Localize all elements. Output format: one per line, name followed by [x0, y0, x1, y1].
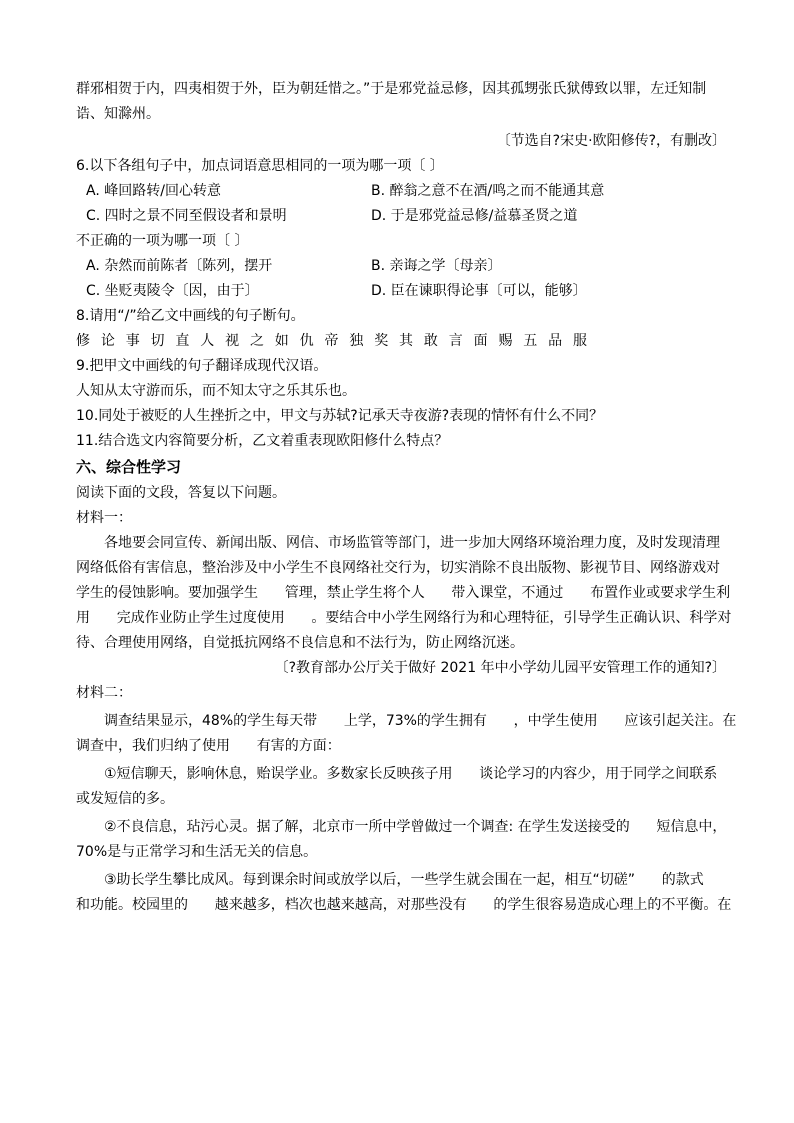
material-1-source: 〔?教育部办公厅关于做好 2021 年中小学幼儿园平安管理工作的通知?〕 — [274, 660, 726, 676]
question-6-option-b: B. 醉翁之意不在酒/鸣之而不能通其意 — [371, 183, 605, 199]
question-8-text: 修 论 事 切 直 人 视 之 如 仇 帝 独 奖 其 敢 言 面 赐 五 品 服 — [76, 333, 591, 349]
intro-source: 〔节选自?宋史·欧阳修传?，有删改〕 — [496, 133, 726, 149]
question-7-option-c: C. 坐贬夷陵令〔因，由于〕 — [86, 283, 259, 299]
question-7-options-row-2 — [76, 279, 726, 304]
question-6-options-row-1 — [76, 179, 726, 204]
question-9-stem: 9.把甲文中画线的句子翻译成现代汉语。 — [76, 358, 328, 374]
point-3-line: ③助长学生攀比成风。每到课余时间或放学以后，一些学生就会围在一起，相互“切磋” 的款式 — [104, 872, 704, 888]
section-6-title: 六、综合性学习 — [76, 458, 182, 476]
material-1-line: 用 完成作业防止学生过度使用 。要结合中小学生网络行为和心理特征，引导学生正确认识、科学对 — [76, 610, 732, 626]
material-2-label: 材料二： — [76, 685, 132, 701]
material-2-line: 调查结果显示，48%的学生每天带 上学，73%的学生拥有 ，中学生使用 应该引起关注。在 — [104, 713, 737, 729]
point-3-line: 和功能。校园里的 越来越多，档次也越来越高，对那些没有 的学生很容易造成心理上的不平衡。在 — [76, 897, 732, 913]
material-1-line: 学生的侵蚀影响。要加强学生 管理，禁止学生将个人 带入课堂，不通过 布置作业或要求学生利 — [76, 585, 731, 601]
question-8-stem: 8.请用“/”给乙文中画线的句子断句。 — [76, 308, 305, 324]
section-6-instruction: 阅读下面的文段，答复以下问题。 — [76, 485, 286, 501]
material-2-line: 调查中，我们归纳了使用 有害的方面： — [76, 738, 341, 754]
material-1-line: 待、合理使用网络，自觉抵抗网络不良信息和不法行为，防止网络沉迷。 — [76, 635, 524, 651]
question-6-option-a: A. 峰回路转/回心转意 — [86, 183, 221, 199]
question-6-stem: 6.以下各组句子中，加点词语意思相同的一项为哪一项〔 〕 — [76, 158, 444, 174]
material-1-line: 网络低俗有害信息，整治涉及中小学生不良网络社交行为，切实消除不良出版物、影视节目、网络游戏对 — [76, 560, 720, 576]
point-1-line: 或发短信的多。 — [76, 791, 174, 807]
question-7-options-row-1 — [76, 254, 726, 279]
question-11-stem: 11.结合选文内容简要分析，乙文着重表现欧阳修什么特点？ — [76, 433, 449, 449]
question-10-stem: 10.同处于被贬的人生挫折之中，甲文与苏轼?记承天寺夜游?表现的情怀有什么不同？ — [76, 408, 604, 424]
question-7-option-d: D. 臣在谏职得论事〔可以，能够〕 — [371, 283, 587, 299]
question-7-option-b: B. 亲诲之学〔母亲〕 — [371, 258, 502, 274]
question-6-option-c: C. 四时之景不同至假设者和景明 — [86, 208, 287, 224]
intro-line-1: 群邪相贺于内，四夷相贺于外，臣为朝廷惜之。”于是邪党益忌修，因其孤甥张氏狱傅致以罪，左迁知制 — [76, 81, 707, 97]
question-7-option-a: A. 杂然而前陈者〔陈列，摆开 — [86, 258, 273, 274]
question-6-option-d: D. 于是邪党益忌修/益慕圣贤之道 — [371, 208, 578, 224]
material-1-line: 各地要会同宣传、新闻出版、网信、市场监管等部门，进一步加大网络环境治理力度，及时发现清理 — [104, 535, 720, 551]
point-2-line: ②不良信息，玷污心灵。据了解，北京市一所中学曾做过一个调查: 在学生发送接受的 短信息中， — [104, 819, 727, 835]
point-1-line: ①短信聊天，影响休息，贻误学业。多数家长反映孩子用 谈论学习的内容少，用于同学之间联系 — [104, 766, 718, 782]
intro-line-2: 诰、知滁州。 — [76, 106, 160, 122]
question-6-options-row-2 — [76, 204, 726, 229]
material-1-label: 材料一： — [76, 510, 132, 526]
document-page — [76, 77, 737, 918]
point-2-line: 70%是与正常学习和生活无关的信息。 — [76, 844, 318, 860]
question-9-text: 人知从太守游而乐，而不知太守之乐其乐也。 — [76, 383, 356, 399]
question-7-stem: 不正确的一项为哪一项〔 〕 — [76, 233, 249, 249]
